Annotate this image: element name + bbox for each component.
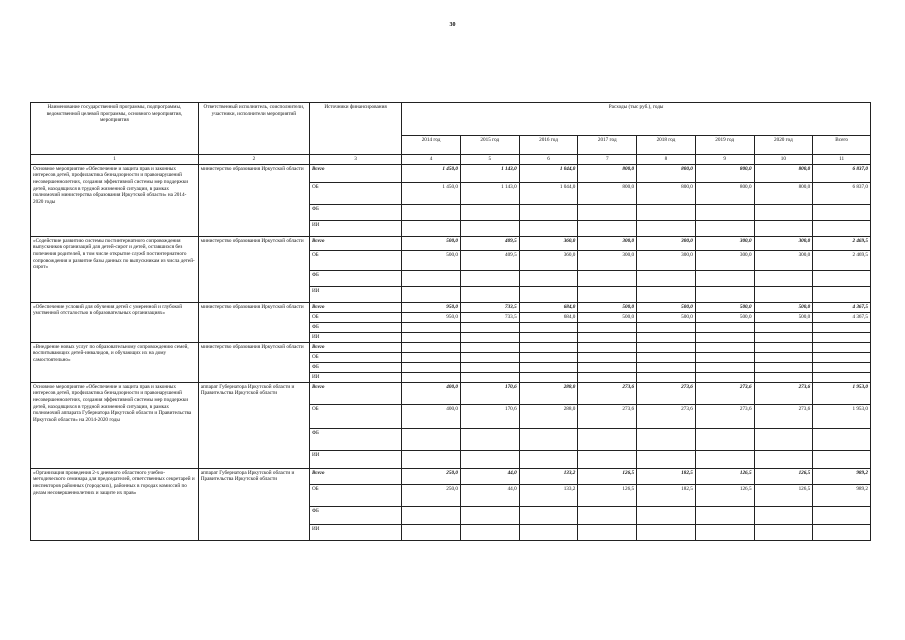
amount-cell [402,428,461,450]
measure-name: «Содействие развитию системы постинтернатного сопровождения выпускников организаций для детей-сирот и детей, оставшихся без попечения родителей, в том числе открытие служб постинтернатного сопровождения и развитие базы данных по выпускникам из числа детей-сирот» [31,236,199,302]
amount-cell [813,450,871,468]
amount-cell: 950,0 [402,312,461,322]
header-year: 2014 год [402,136,461,155]
amount-cell: 500,0 [578,312,637,322]
amount-cell: 360,0 [519,236,578,250]
amount-cell: 126,5 [695,468,754,484]
amount-cell: 273,6 [695,382,754,404]
amount-cell: 273,6 [754,404,813,428]
amount-cell [754,372,813,382]
amount-cell [460,450,519,468]
amount-cell: 288,0 [519,404,578,428]
amount-cell [637,428,696,450]
amount-cell: 273,6 [578,404,637,428]
amount-cell [578,342,637,352]
responsible-executor: аппарат Губернатора Иркутской области и Правительства Иркутской области [198,468,309,540]
table-row [31,302,871,312]
amount-cell [813,204,871,220]
amount-cell [813,428,871,450]
amount-cell: 126,5 [754,468,813,484]
amount-cell [637,450,696,468]
amount-cell [637,332,696,342]
header-year: 2016 год [519,136,578,155]
column-number: 10 [754,155,813,165]
funding-source: Всего [309,164,401,182]
amount-cell [695,372,754,382]
table-header [31,103,871,165]
amount-cell: 250,0 [402,484,461,506]
column-number: 1 [31,155,199,165]
amount-cell: 1 953,0 [813,404,871,428]
amount-cell: 1 953,0 [813,382,871,404]
amount-cell: 126,5 [578,468,637,484]
funding-source: ИИ [309,286,401,302]
measure-name: «Обеспечение условий для обучения детей с умеренной и глубокой умственной отсталостью в образовательных организациях» [31,302,199,342]
amount-cell [754,322,813,332]
table-row [31,342,871,352]
amount-cell: 1 450,0 [402,164,461,182]
amount-cell [578,204,637,220]
amount-cell [813,362,871,372]
amount-cell: 2 469,5 [813,236,871,250]
funding-source: Всего [309,342,401,352]
amount-cell: 800,0 [754,164,813,182]
amount-cell [695,270,754,286]
amount-cell [637,322,696,332]
amount-cell: 500,0 [754,312,813,322]
funding-source: ФБ [309,506,401,524]
header-year: 2017 год [578,136,637,155]
amount-cell [460,332,519,342]
amount-cell [754,362,813,372]
amount-cell: 44,0 [460,468,519,484]
column-number: 7 [578,155,637,165]
amount-cell: 500,0 [402,236,461,250]
amount-cell: 273,6 [637,404,696,428]
amount-cell: 250,0 [402,468,461,484]
amount-cell: 1 450,0 [402,182,461,204]
amount-cell: 182,5 [637,484,696,506]
funding-source: ИИ [309,332,401,342]
amount-cell: 273,6 [695,404,754,428]
header-responsible: Ответственный исполнитель, соисполнители, участники, исполнители мероприятий [198,103,309,155]
funding-source: ОБ [309,352,401,362]
amount-cell [402,450,461,468]
amount-cell: 300,0 [695,250,754,270]
amount-cell [695,322,754,332]
amount-cell: 182,5 [637,468,696,484]
amount-cell: 6 837,0 [813,182,871,204]
amount-cell [637,204,696,220]
table-row [31,236,871,250]
amount-cell [813,352,871,362]
column-number: 11 [813,155,871,165]
amount-cell [754,524,813,540]
funding-source: Всего [309,382,401,404]
amount-cell: 1 044,0 [519,164,578,182]
amount-cell: 500,0 [637,312,696,322]
amount-cell [813,506,871,524]
amount-cell [460,220,519,236]
amount-cell [754,428,813,450]
column-number: 3 [309,155,401,165]
amount-cell [637,270,696,286]
amount-cell: 133,2 [519,468,578,484]
column-number: 4 [402,155,461,165]
amount-cell [519,332,578,342]
amount-cell [637,286,696,302]
amount-cell [578,372,637,382]
amount-cell [578,286,637,302]
amount-cell [460,270,519,286]
responsible-executor: министерство образования Иркутской области [198,302,309,342]
amount-cell [578,270,637,286]
amount-cell [695,286,754,302]
amount-cell [695,204,754,220]
amount-cell [813,332,871,342]
amount-cell [754,204,813,220]
amount-cell [460,362,519,372]
amount-cell [519,524,578,540]
header-year: 2020 год [754,136,813,155]
amount-cell: 126,5 [754,484,813,506]
measure-name: «Внедрение новых услуг по образовательному сопровождению семей, воспитывающих детей-инвалидов, и обучающих их на дому самостоятельно» [31,342,199,382]
amount-cell [519,322,578,332]
amount-cell: 950,0 [402,302,461,312]
funding-source: Всего [309,468,401,484]
amount-cell [637,524,696,540]
column-number: 8 [637,155,696,165]
amount-cell: 6 837,0 [813,164,871,182]
funding-source: ФБ [309,428,401,450]
funding-source: ИИ [309,220,401,236]
table-row [31,468,871,484]
amount-cell: 170,6 [460,382,519,404]
amount-cell [402,362,461,372]
amount-cell [519,270,578,286]
amount-cell [460,524,519,540]
amount-cell [754,270,813,286]
amount-cell [402,270,461,286]
amount-cell: 500,0 [402,250,461,270]
amount-cell: 409,5 [460,236,519,250]
amount-cell [695,524,754,540]
amount-cell: 300,0 [578,236,637,250]
amount-cell [402,286,461,302]
amount-cell [460,506,519,524]
amount-cell [813,322,871,332]
amount-cell [519,220,578,236]
amount-cell: 126,5 [695,484,754,506]
header-name: Наименование государственной программы, подпрограммы, ведомственной целевой программы, основного мероприятия, мероприятия [31,103,199,155]
amount-cell [754,332,813,342]
amount-cell: 273,6 [637,382,696,404]
column-number: 6 [519,155,578,165]
amount-cell [460,372,519,382]
amount-cell: 300,0 [754,236,813,250]
measure-name: Основное мероприятие «Обеспечение и защита прав и законных интересов детей, профилактика безнадзорности и правонарушений несовершеннолетних, создания эффективной системы мер поддержки детей, находящихся в трудной жизненной ситуации, в рамках полномочий министерства образования Иркутской области» на 2014-2020 годы [31,164,199,236]
amount-cell [519,372,578,382]
amount-cell: 733,5 [460,312,519,322]
measure-name: Основное мероприятие «Обеспечение и защита прав и законных интересов детей, профилактика безнадзорности и правонарушений несовершеннолетних, создания эффективной системы мер поддержки детей, находящихся в трудной жизненной ситуации, в рамках полномочий аппарата Губернатора Иркутской области и Правительства Иркутской области» на 2014-2020 годы [31,382,199,468]
amount-cell: 1 143,0 [460,164,519,182]
amount-cell: 300,0 [578,250,637,270]
funding-source: ИИ [309,450,401,468]
amount-cell [402,322,461,332]
responsible-executor: министерство образования Иркутской области [198,342,309,382]
amount-cell [402,204,461,220]
amount-cell [813,342,871,352]
amount-cell [578,450,637,468]
amount-cell [754,450,813,468]
amount-cell: 400,0 [402,382,461,404]
amount-cell: 500,0 [754,302,813,312]
funding-source: ОБ [309,182,401,204]
amount-cell: 800,0 [637,164,696,182]
amount-cell [578,322,637,332]
amount-cell [637,372,696,382]
header-source: Источники финансирования [309,103,401,155]
amount-cell [813,372,871,382]
amount-cell [460,342,519,352]
amount-cell [402,342,461,352]
amount-cell: 684,0 [519,312,578,322]
amount-cell [519,204,578,220]
measure-name: «Организация проведения 2-х дневного областного учебно-методического семинара для председателей, ответственных секретарей и инспекторов районных (городских), районных в городах комиссий по делам несовершеннолетних и защите их прав» [31,468,199,540]
amount-cell: 300,0 [637,250,696,270]
funding-source: ОБ [309,484,401,506]
amount-cell [695,342,754,352]
funding-source: ИИ [309,372,401,382]
amount-cell: 500,0 [637,302,696,312]
table-row [31,382,871,404]
amount-cell [578,506,637,524]
page-number: 30 [449,22,456,28]
funding-source: Всего [309,236,401,250]
header-year: 2018 год [637,136,696,155]
amount-cell: 300,0 [754,250,813,270]
amount-cell: 300,0 [637,236,696,250]
amount-cell [519,362,578,372]
amount-cell: 44,0 [460,484,519,506]
responsible-executor: аппарат Губернатора Иркутской области и Правительства Иркутской области [198,382,309,468]
funding-source: ФБ [309,270,401,286]
amount-cell: 4 367,5 [813,312,871,322]
funding-source: ОБ [309,312,401,322]
amount-cell [578,362,637,372]
amount-cell [578,332,637,342]
amount-cell: 409,5 [460,250,519,270]
funding-source: Всего [309,302,401,312]
table-row [31,164,871,182]
amount-cell: 400,0 [402,404,461,428]
amount-cell: 360,0 [519,250,578,270]
amount-cell [519,450,578,468]
amount-cell: 1 143,0 [460,182,519,204]
responsible-executor: министерство образования Иркутской области [198,164,309,236]
amount-cell: 500,0 [695,302,754,312]
amount-cell: 288,0 [519,382,578,404]
amount-cell [695,332,754,342]
amount-cell [695,220,754,236]
amount-cell: 1 044,0 [519,182,578,204]
amount-cell: 273,6 [754,382,813,404]
amount-cell [519,352,578,362]
amount-cell [754,286,813,302]
amount-cell [754,342,813,352]
amount-cell: 684,0 [519,302,578,312]
amount-cell: 300,0 [695,236,754,250]
amount-cell: 800,0 [695,164,754,182]
amount-cell: 800,0 [578,164,637,182]
column-number: 5 [460,155,519,165]
header-year: 2019 год [695,136,754,155]
amount-cell [402,524,461,540]
amount-cell: 2 469,5 [813,250,871,270]
funding-source: ФБ [309,322,401,332]
amount-cell [813,270,871,286]
funding-source: ИИ [309,524,401,540]
amount-cell: 733,5 [460,302,519,312]
amount-cell [578,524,637,540]
amount-cell [460,204,519,220]
responsible-executor: министерство образования Иркутской области [198,236,309,302]
amount-cell [695,506,754,524]
amount-cell: 989,2 [813,468,871,484]
amount-cell [637,220,696,236]
amount-cell [460,428,519,450]
budget-table [30,102,871,541]
amount-cell [637,506,696,524]
amount-cell [519,428,578,450]
amount-cell [519,506,578,524]
amount-cell [460,352,519,362]
amount-cell [813,286,871,302]
amount-cell [460,322,519,332]
amount-cell: 126,5 [578,484,637,506]
amount-cell: 170,6 [460,404,519,428]
header-expenses: Расходы (тыс руб.), годы [402,103,871,136]
funding-source: ОБ [309,404,401,428]
header-year: Всего [813,136,871,155]
amount-cell [578,220,637,236]
amount-cell [402,506,461,524]
column-number: 2 [198,155,309,165]
amount-cell: 800,0 [578,182,637,204]
column-number: 9 [695,155,754,165]
amount-cell: 273,6 [578,382,637,404]
amount-cell: 989,2 [813,484,871,506]
amount-cell [578,352,637,362]
amount-cell: 800,0 [754,182,813,204]
amount-cell [813,220,871,236]
amount-cell: 4 367,5 [813,302,871,312]
amount-cell [519,342,578,352]
amount-cell: 133,2 [519,484,578,506]
amount-cell: 800,0 [695,182,754,204]
amount-cell [402,372,461,382]
amount-cell [754,352,813,362]
amount-cell [460,286,519,302]
funding-source: ФБ [309,362,401,372]
amount-cell [637,342,696,352]
amount-cell [402,352,461,362]
amount-cell: 500,0 [578,302,637,312]
amount-cell [637,362,696,372]
amount-cell [754,506,813,524]
amount-cell [402,220,461,236]
amount-cell [754,220,813,236]
amount-cell: 500,0 [695,312,754,322]
amount-cell [695,352,754,362]
amount-cell [519,286,578,302]
amount-cell [695,428,754,450]
funding-source: ФБ [309,204,401,220]
amount-cell [402,332,461,342]
amount-cell [578,428,637,450]
amount-cell [813,524,871,540]
amount-cell [695,362,754,372]
amount-cell: 800,0 [637,182,696,204]
amount-cell [637,352,696,362]
header-year: 2015 год [460,136,519,155]
funding-source: ОБ [309,250,401,270]
amount-cell [695,450,754,468]
